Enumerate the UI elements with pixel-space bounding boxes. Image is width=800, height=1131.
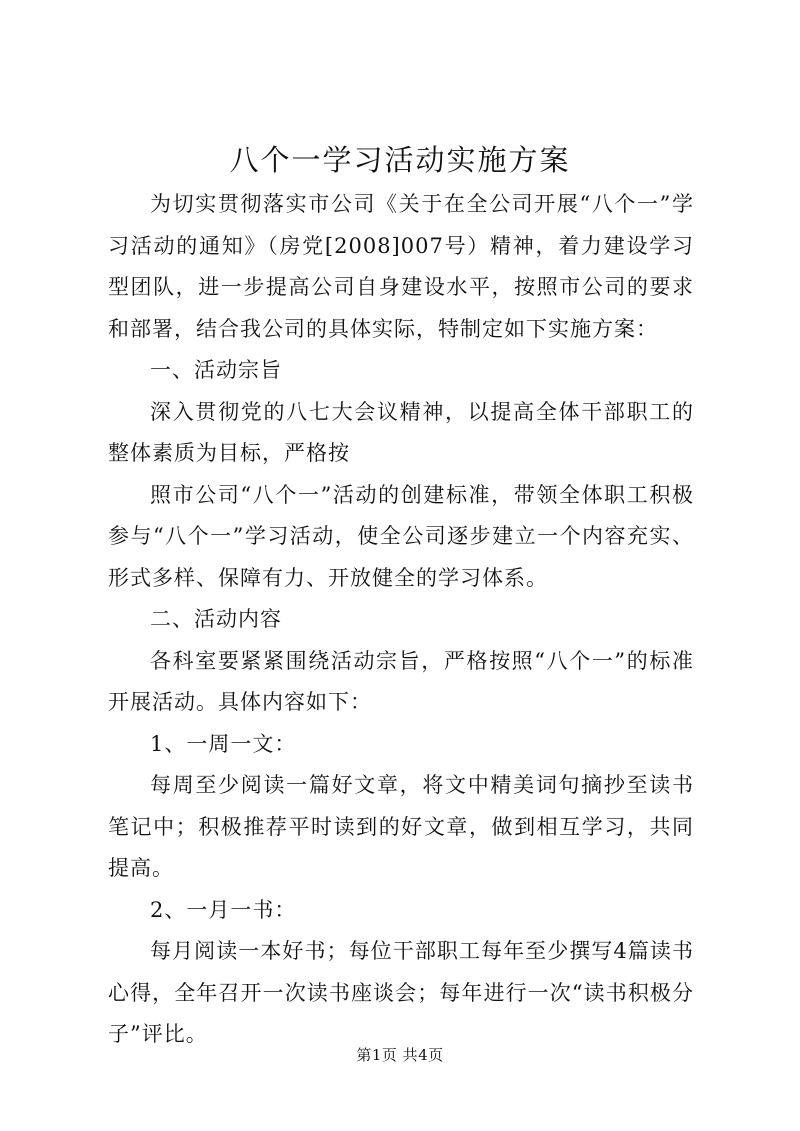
paragraph-intro: 为切实贯彻落实市公司《关于在全公司开展“八个一”学习活动的通知》（房党[2008]007号）精神，着力建设学习型团队，进一步提高公司自身建设水平，按照市公司的要求和部署，结合我公司的具体实际，特制定如下实施方案： [108,192,694,341]
page-number-footer: 第1页 共4页 [356,1046,444,1064]
document-body [108,184,694,1056]
paragraph-purpose-part1: 深入贯彻党的八七大会议精神，以提高全体干部职工的整体素质为目标，严格按 [108,399,694,465]
paragraph-weekly-article: 每周至少阅读一篇好文章，将文中精美词句摘抄至读书笔记中；积极推荐平时读到的好文章，做到相互学习，共同提高。 [108,773,694,880]
subheading-monthly-book: 2、一月一书： [150,897,297,922]
paragraph-monthly-book: 每月阅读一本好书；每位干部职工每年至少撰写4篇读书心得，全年召开一次读书座谈会；每年进行一次“读书积极分子”评比。 [108,939,694,1046]
heading-activity-purpose: 一、活动宗旨 [150,358,282,382]
heading-activity-content: 二、活动内容 [150,607,282,631]
document-title: 八个一学习活动实施方案 [229,143,571,177]
subheading-weekly-article: 1、一周一文： [150,731,297,756]
paragraph-content-intro: 各科室要紧紧围绕活动宗旨，严格按照“八个一”的标准开展活动。具体内容如下： [108,648,694,714]
paragraph-purpose-part2: 照市公司“八个一”活动的创建标准，带领全体职工积极参与“八个一”学习活动，使全公司逐步建立一个内容充实、形式多样、保障有力、开放健全的学习体系。 [108,482,694,590]
